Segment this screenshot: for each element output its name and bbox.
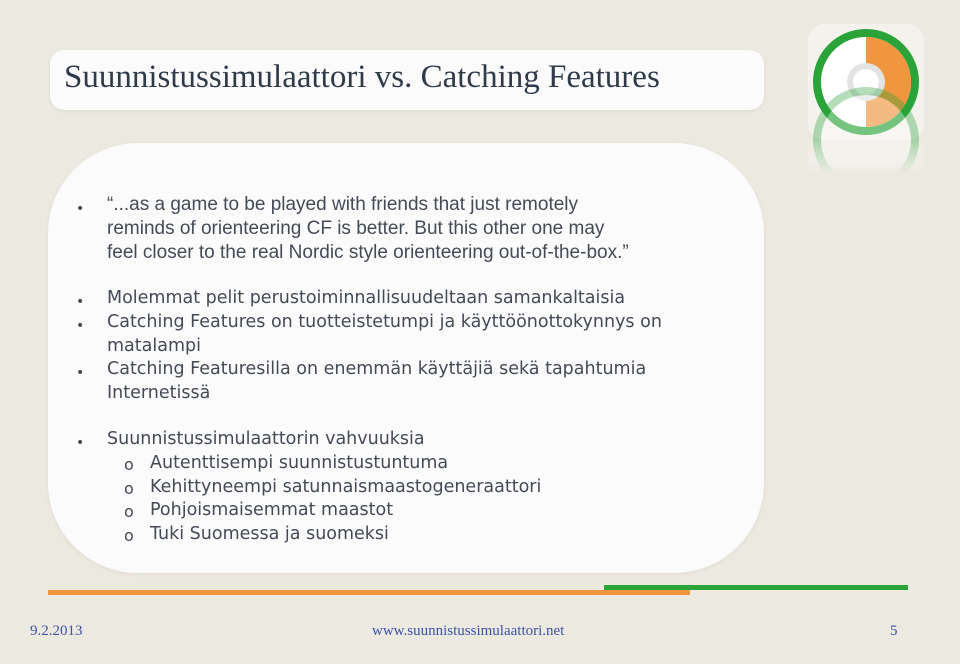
quote-line-1: “...as a game to be played with friends that just remotely: [107, 194, 579, 215]
title-box: [50, 50, 764, 110]
bullet-text: Molemmat pelit perustoiminnallisuudeltaan samankaltaisia: [107, 288, 626, 308]
accent-bar-green: [604, 585, 908, 590]
slide-title: Suunnistussimulaattori vs. Catching Features: [64, 59, 660, 95]
footer-date: 9.2.2013: [30, 623, 83, 639]
sub-bullet-marker: o: [124, 455, 134, 474]
orienteering-logo-icon: [808, 24, 924, 174]
bullet-marker: •: [76, 318, 85, 334]
quote-line-3: feel closer to the real Nordic style orienteering out-of-the-box.”: [107, 242, 629, 263]
bullet-marker: •: [76, 365, 85, 381]
sub-item: Tuki Suomessa ja suomeksi: [150, 524, 389, 544]
bullet-text: Catching Features on tuotteistetumpi ja käyttöönottokynnys on: [107, 312, 662, 332]
bullet-text: Catching Featuresilla on enemmän käyttäjiä sekä tapahtumia: [107, 359, 647, 379]
sub-item: Pohjoismaisemmat maastot: [150, 500, 394, 520]
sub-item: Kehittyneempi satunnaismaastogeneraattori: [150, 477, 542, 497]
page-number: 5: [890, 623, 898, 639]
sub-bullet-marker: o: [124, 526, 134, 545]
bullet-text-continued: Internetissä: [107, 383, 211, 403]
bullet-text: Suunnistussimulaattorin vahvuuksia: [107, 429, 425, 449]
accent-bar-orange: [48, 590, 690, 595]
quote-line-2: reminds of orienteering CF is better. But this other one may: [107, 218, 605, 239]
sub-bullet-marker: o: [124, 479, 134, 498]
footer-url[interactable]: www.suunnistussimulaattori.net: [372, 623, 565, 639]
bullet-marker: •: [76, 435, 85, 451]
sub-bullet-marker: o: [124, 502, 134, 521]
sub-item: Autenttisempi suunnistustuntuma: [150, 453, 449, 473]
bullet-text-continued: matalampi: [107, 336, 201, 356]
bullet-marker: •: [76, 294, 85, 310]
bullet-marker: •: [76, 201, 85, 217]
